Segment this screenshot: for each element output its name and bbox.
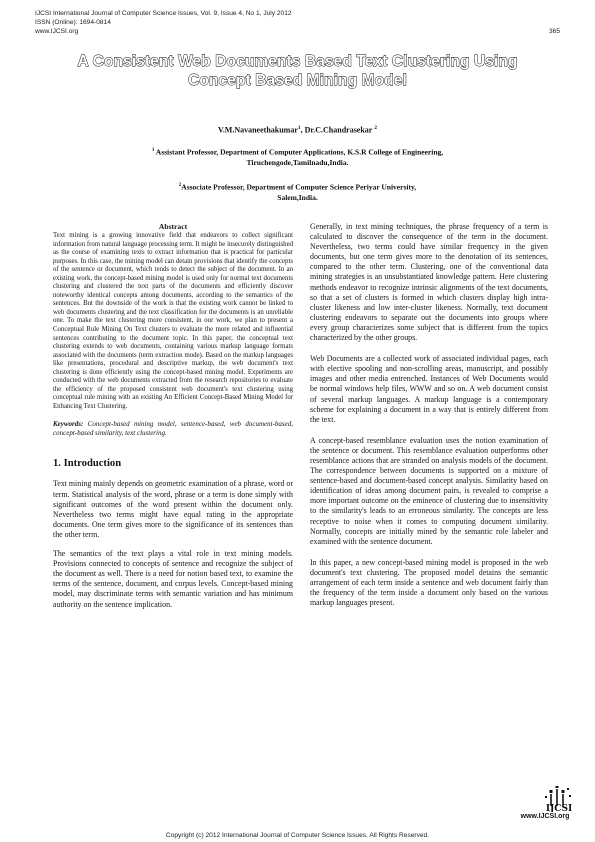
journal-line: IJCSI International Journal of Computer Science Issues, Vol. 9, Issue 4, No 1, July 2012 <box>35 10 292 17</box>
affiliation-1-line-1: Assistant Professor, Department of Computer Applications, K.S.R College of Engineering, <box>154 147 444 157</box>
right-column <box>310 222 548 619</box>
running-header <box>35 9 560 36</box>
left-column <box>53 222 293 619</box>
abstract-text: Text mining is a growing innovative field that endeavors to collect significant information from natural language processing term. It might be insecurely distinguished as the course of examining texts to extract information that is practical for particular purposes. In this case, the mining model can detain provisions that identify the concepts of the sentence or document, which tends to detect the subject of the document. In an existing work, the concept-based mining model is used only for normal text documents clustering and clustered the text parts of the documents and efficiently discover noteworthy identical concepts among documents, according to the semantics of the sentences. But the downside of the work is that the existing work cannot be linked to web documents clustering and the text classification for the documents is an unreliable one. To make the text clustering more consistent, in our work, we plan to present a Conceptual Rule Mining On Text clusters to evaluate the more related and influential sentences contributing to the document topic. In this paper, the conceptual text clustering extends to web documents, containing various markup language formats associated with the documents (term extraction mode). Based on the markup languages like presentations, procedural and descriptive markup, the web document's text clustering is done efficiently using the concept-based mining model. Experiments are conducted with the web documents extracted from the research repositories to evaluate the efficiency of the proposed consistent web document's text clustering using conceptual rule mining with an existing An Efficient Concept-Based Mining Model for Enhancing Text Clustering. <box>53 232 293 410</box>
keywords-text: Concept-based mining model, sentence-based, web document-based, concept-based similarity, text clustering. <box>53 420 293 438</box>
title-line-2: Concept Based Mining Model <box>188 72 407 89</box>
affiliation-2 <box>95 181 500 204</box>
affiliation-1-line-2: Tiruchengode,Tamilnadu,India. <box>246 158 349 167</box>
affiliation-2-mark: 2 <box>178 183 182 188</box>
author-1-mark: 1 <box>297 125 301 131</box>
introduction-heading: 1. Introduction <box>53 458 122 470</box>
paper-title <box>30 52 565 90</box>
author-2-name: , Dr.C.Chandrasekar <box>300 125 373 135</box>
ijcsi-logo-icon <box>517 786 573 812</box>
abstract-heading: Abstract <box>158 222 188 231</box>
affiliation-1 <box>95 146 500 169</box>
right-paragraph-2: Web Documents are a collected work of associated individual pages, each with elective spooling and non-scrolling areas, manuscript, and possibly images and other media entrenched. Instances of Web Documents would be normal windows help files, WWW and so on. A web document consist of several markup languages. A markup language is a contemporary scheme for explaining a document in a way that is entirely different from the text. <box>310 354 548 424</box>
affiliation-2-line-1: Associate Professor, Department of Computer Science Periyar University, <box>181 182 417 192</box>
keywords <box>53 420 293 438</box>
right-paragraph-1: Generally, in text mining techniques, the phrase frequency of a term is calculated to discover the consequence of the term in the document. Nevertheless, two terms could have similar frequency in the given documents, but one term gives more to the denotation of its sentences, compared to the other term. Clustering, one of the conventional data mining strategies is an unsubstantiated knowledge pattern. Here clustering methods endeavor to recognize intrinsic alignments of the text documents, so that a set of clusters is formed in which clusters display high intra-cluster likeness and low inter-cluster likeness. Normally, text document clustering endeavors to separate out the documents into groups where every group characterizes some subject that is different from the topics characterized by the other groups. <box>310 222 548 343</box>
journal-logo <box>517 786 573 820</box>
author-2-mark: 2 <box>374 125 377 131</box>
intro-paragraph-1: Text mining mainly depends on geometric examination of a phrase, word or term. Statistical analysis of the word, phrase or a term is done simply with significant outcomes of the word present within the document only. Nevertheless two terms might have equal rating in the appropriate documents. One term gives more to the significance of its sentences than the other term. <box>53 479 293 539</box>
copyright-footer: Copyright (c) 2012 International Journal of Computer Science Issues. All Rights Reserved. <box>165 832 430 839</box>
issn-line: ISSN (Online): 1694-0814 <box>35 19 111 26</box>
logo-url: www.IJCSI.org <box>520 813 570 820</box>
journal-website: www.IJCSI.org <box>35 28 79 35</box>
affiliation-1-mark: 1 <box>151 148 155 153</box>
author-1-name: V.M.Navaneethakumar <box>218 125 298 135</box>
right-paragraph-3: A concept-based resemblance evaluation uses the notion examination of the sentence or document. This resemblance evaluation outperforms other resemblance actions that are stranded on analysis models of the document. The correspondence between documents is supported on a mixture of sentence-based and document-based concept analysis. Similarity based on identification of ideas among document pairs, is revealed to comprise a more important outcome on the eminence of clustering due to insensitivity to the similarity's leads to an erroneous similarity. The concepts are less receptive to noise when it comes to computing document similarity. Normally, concepts are initially mined by the semantic role labeler and examined with the sentence document. <box>310 435 548 546</box>
right-paragraph-4: In this paper, a new concept-based mining model is proposed in the web document's text clustering. The proposed model detains the semantic arrangement of each term inside a sentence and web document fairly than the frequency of the term inside a document only based on the various markup languages present. <box>310 557 548 608</box>
affiliation-2-line-2: Salem,India. <box>277 193 318 202</box>
author-list <box>100 125 495 135</box>
intro-paragraph-2: The semantics of the text plays a vital role in text mining models. Provisions connected to concepts of sentence and recognize the subject of the document as well. There is a need for notion based text, to examine the terms of the sentence, document, and corpus levels. Concept-based mining model, may discriminate terms with semantic variation and has minimum authority on the sentence implication. <box>53 549 293 609</box>
page-number: 365 <box>548 28 560 35</box>
svg-text:IJCSI: IJCSI <box>545 804 573 812</box>
title-line-1: A Consistent Web Documents Based Text Clustering Using <box>77 53 518 70</box>
keywords-label: Keywords: <box>53 420 84 429</box>
